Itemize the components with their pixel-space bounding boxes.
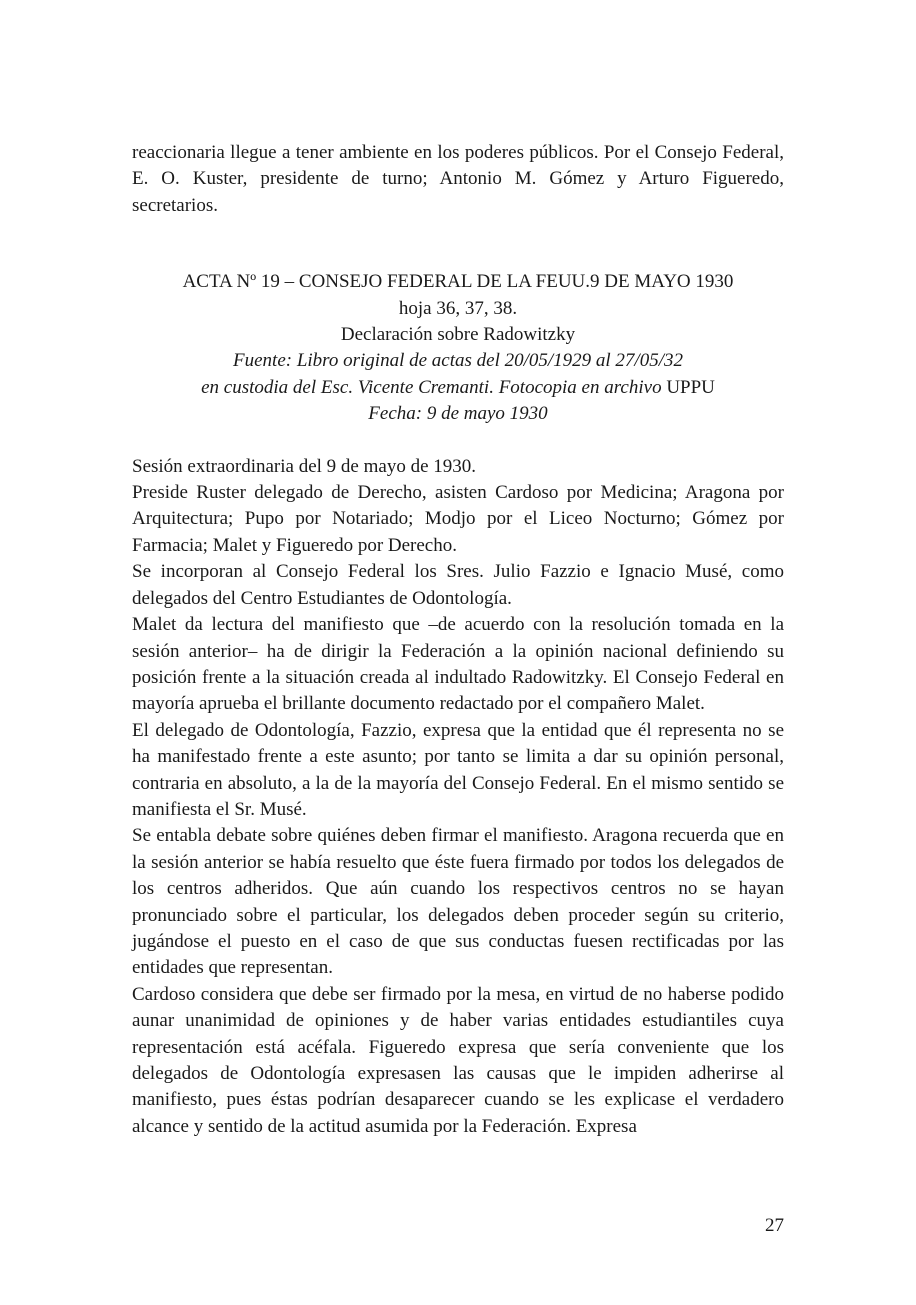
page-number: 27 [765, 1215, 784, 1236]
act-subject: Declaración sobre Radowitzky [340, 324, 576, 346]
act-date: Fecha: 9 de mayo 1930 [368, 403, 548, 425]
act-sheets: hoja 36, 37, 38. [398, 297, 518, 319]
body-paragraph-debate: Se entabla debate sobre quiénes deben firmar el manifiesto. Aragona recuerda que en la sesión anterior se había resuelto que éste fuera firmado por todos los delegados de los centros adheridos. Que aún cuando los respectivos centros no se hayan pronunciado sobre el particular, los delegados deben proceder según su criterio, jugándose el puesto en el caso de que sus conductas fuesen rectificadas por las entidades que representan. [132, 825, 784, 979]
act-source-line-2 [132, 375, 784, 401]
body-paragraph-manifesto: Malet da lectura del manifiesto que –de acuerdo con la resolución tomada en la sesión anterior– ha de dirigir la Federación a la opinión nacional definiendo su posición frente a la situación creada al indultado Radowitzky. El Consejo Federal en mayoría aprueba el brillante documento redactado por el compañero Malet. [132, 614, 784, 715]
body-paragraph-session: Sesión extraordinaria del 9 de mayo de 1930. [132, 455, 477, 477]
act-title: ACTA Nº 19 – CONSEJO FEDERAL DE LA FEUU.9 DE MAYO 1930 [182, 271, 734, 293]
act-header [132, 269, 784, 427]
document-page [132, 140, 784, 1140]
body-paragraph-cardoso: Cardoso considera que debe ser firmado por la mesa, en virtud de no haberse podido aunar unanimidad de opiniones y de haber varias entidades estudiantiles cuya representación está acéfala. Figueredo expresa que sería conveniente que los delegados de Odontología expresasen las causas que le impiden adherirse al manifiesto, pues éstas podrían desaparecer cuando se les explicase el verdadero alcance y sentido de la actitud asumida por la Federación. Expresa [132, 983, 784, 1137]
intro-paragraph: reaccionaria llegue a tener ambiente en los poderes públicos. Por el Consejo Federal, E. O. Kuster, presidente de turno; Antonio M. Gómez y Arturo Figueredo, secretarios. [132, 142, 784, 216]
act-source-line-1: Fuente: Libro original de actas del 20/05/1929 al 27/05/32 [233, 350, 683, 372]
act-source-line-2-italic: en custodia del Esc. Vicente Cremanti. Fotocopia en archivo [201, 376, 662, 398]
body-paragraph-attendance: Preside Ruster delegado de Derecho, asisten Cardoso por Medicina; Aragona por Arquitectura; Pupo por Notariado; Modjo por el Liceo Nocturno; Gómez por Farmacia; Malet y Figueredo por Derecho. [132, 482, 784, 556]
body-paragraph-new-delegates: Se incorporan al Consejo Federal los Sres. Julio Fazzio e Ignacio Musé, como delegados del Centro Estudiantes de Odontología. [132, 561, 784, 609]
act-source-line-2-archive: UPPU [666, 376, 715, 398]
body-paragraph-odontology: El delegado de Odontología, Fazzio, expresa que la entidad que él representa no se ha manifestado frente a este asunto; por tanto se limita a dar su opinión personal, contraria en absoluto, a la de la mayoría del Consejo Federal. En el mismo sentido se manifiesta el Sr. Musé. [132, 719, 784, 820]
